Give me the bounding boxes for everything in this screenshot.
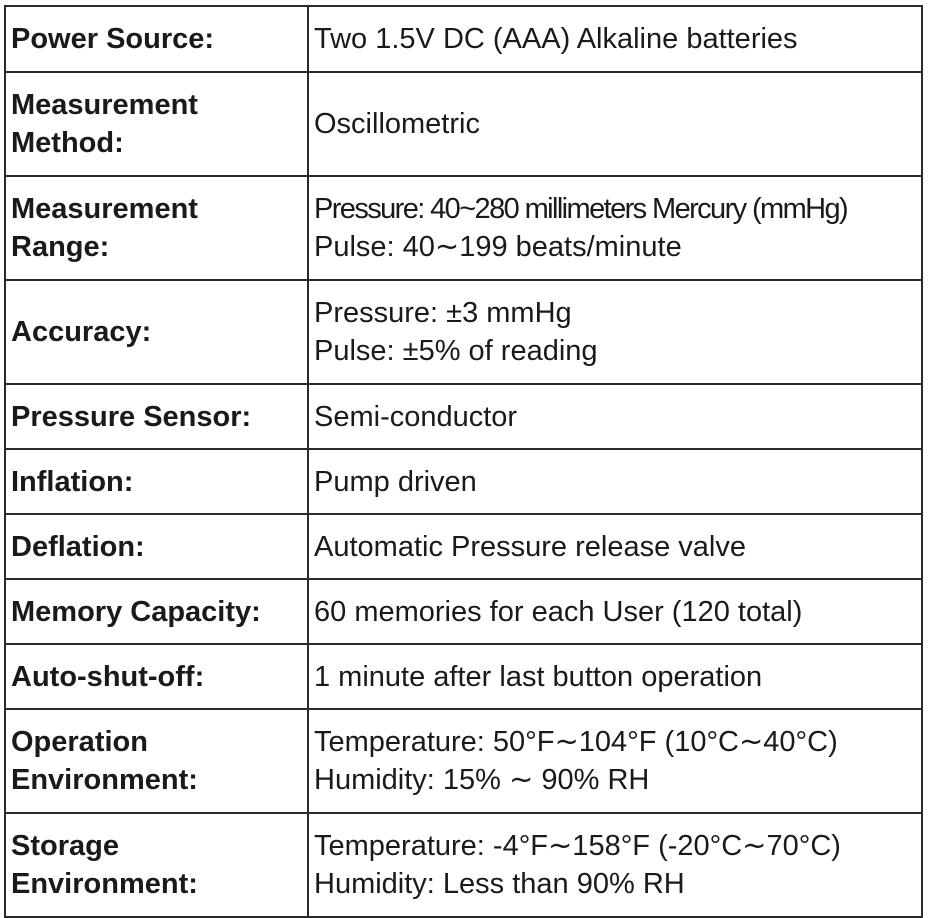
spec-value-text: Two 1.5V DC (AAA) Alkaline batteries: [314, 23, 798, 55]
spec-row-measurement-range: [5, 176, 922, 280]
spec-label-cell: [5, 579, 308, 644]
spec-value-cell: [308, 449, 922, 514]
spec-label-text: Method:: [11, 127, 124, 159]
specifications-table: [4, 5, 923, 918]
spec-value-cell: [308, 514, 922, 579]
spec-label-text: Operation: [11, 726, 148, 758]
spec-label-cell: [5, 449, 308, 514]
spec-value-text: Semi-conductor: [314, 400, 518, 433]
spec-label-cell: [5, 514, 308, 579]
spec-value-cell: [308, 579, 922, 644]
spec-value-text: Temperature: 50°F∼104°F (10°C∼40°C): [314, 726, 838, 758]
spec-value-cell: [308, 6, 922, 72]
spec-value-text: Pressure: ±3 mmHg: [314, 297, 572, 329]
spec-row-memory-capacity: [5, 579, 922, 644]
spec-row-measurement-method: [5, 72, 922, 176]
spec-value-text: Temperature: -4°F∼158°F (-20°C∼70°C): [314, 830, 841, 862]
spec-value-cell: [308, 813, 922, 917]
spec-label-cell: [5, 813, 308, 917]
spec-row-pressure-sensor: [5, 384, 922, 449]
spec-label-text: Power Source:: [11, 23, 215, 55]
spec-value-text: Pulse: ±5% of reading: [314, 335, 598, 367]
spec-value-text: 1 minute after last button operation: [314, 660, 763, 693]
spec-value-text: Pressure: 40~280 millimeters Mercury (mmHg): [314, 193, 848, 225]
spec-row-auto-shut-off: [5, 644, 922, 709]
spec-label-text: Pressure Sensor:: [11, 400, 252, 433]
spec-label-text: Inflation:: [11, 465, 134, 498]
spec-row-inflation: [5, 449, 922, 514]
spec-value-cell: [308, 280, 922, 384]
spec-label-text: Environment:: [11, 868, 198, 900]
spec-value-text: Humidity: Less than 90% RH: [314, 868, 685, 900]
spec-label-cell: [5, 280, 308, 384]
spec-label-text: Storage: [11, 830, 119, 862]
spec-value-text: Pulse: 40∼199 beats/minute: [314, 231, 682, 263]
spec-value-text: Automatic Pressure release valve: [314, 530, 746, 563]
spec-label-cell: [5, 176, 308, 280]
spec-label-text: Range:: [11, 231, 110, 263]
spec-label-text: Accuracy:: [11, 316, 152, 348]
spec-value-text: Humidity: 15% ∼ 90% RH: [314, 764, 650, 796]
spec-label-text: Memory Capacity:: [11, 595, 261, 628]
spec-label-text: Auto-shut-off:: [11, 660, 205, 693]
spec-label-cell: [5, 72, 308, 176]
spec-label-text: Measurement: [11, 89, 198, 121]
spec-value-cell: [308, 72, 922, 176]
spec-value-text: 60 memories for each User (120 total): [314, 595, 803, 628]
spec-row-operation-environment: [5, 709, 922, 813]
spec-label-cell: [5, 644, 308, 709]
spec-value-cell: [308, 384, 922, 449]
spec-row-deflation: [5, 514, 922, 579]
spec-row-accuracy: [5, 280, 922, 384]
spec-label-cell: [5, 384, 308, 449]
spec-value-text: Oscillometric: [314, 108, 480, 140]
spec-row-power-source: [5, 6, 922, 72]
spec-value-text: Pump driven: [314, 465, 477, 498]
spec-label-cell: [5, 6, 308, 72]
spec-label-text: Environment:: [11, 764, 198, 796]
spec-row-storage-environment: [5, 813, 922, 917]
spec-label-text: Deflation:: [11, 530, 145, 563]
spec-value-cell: [308, 176, 922, 280]
spec-label-cell: [5, 709, 308, 813]
spec-value-cell: [308, 644, 922, 709]
spec-label-text: Measurement: [11, 193, 198, 225]
spec-value-cell: [308, 709, 922, 813]
